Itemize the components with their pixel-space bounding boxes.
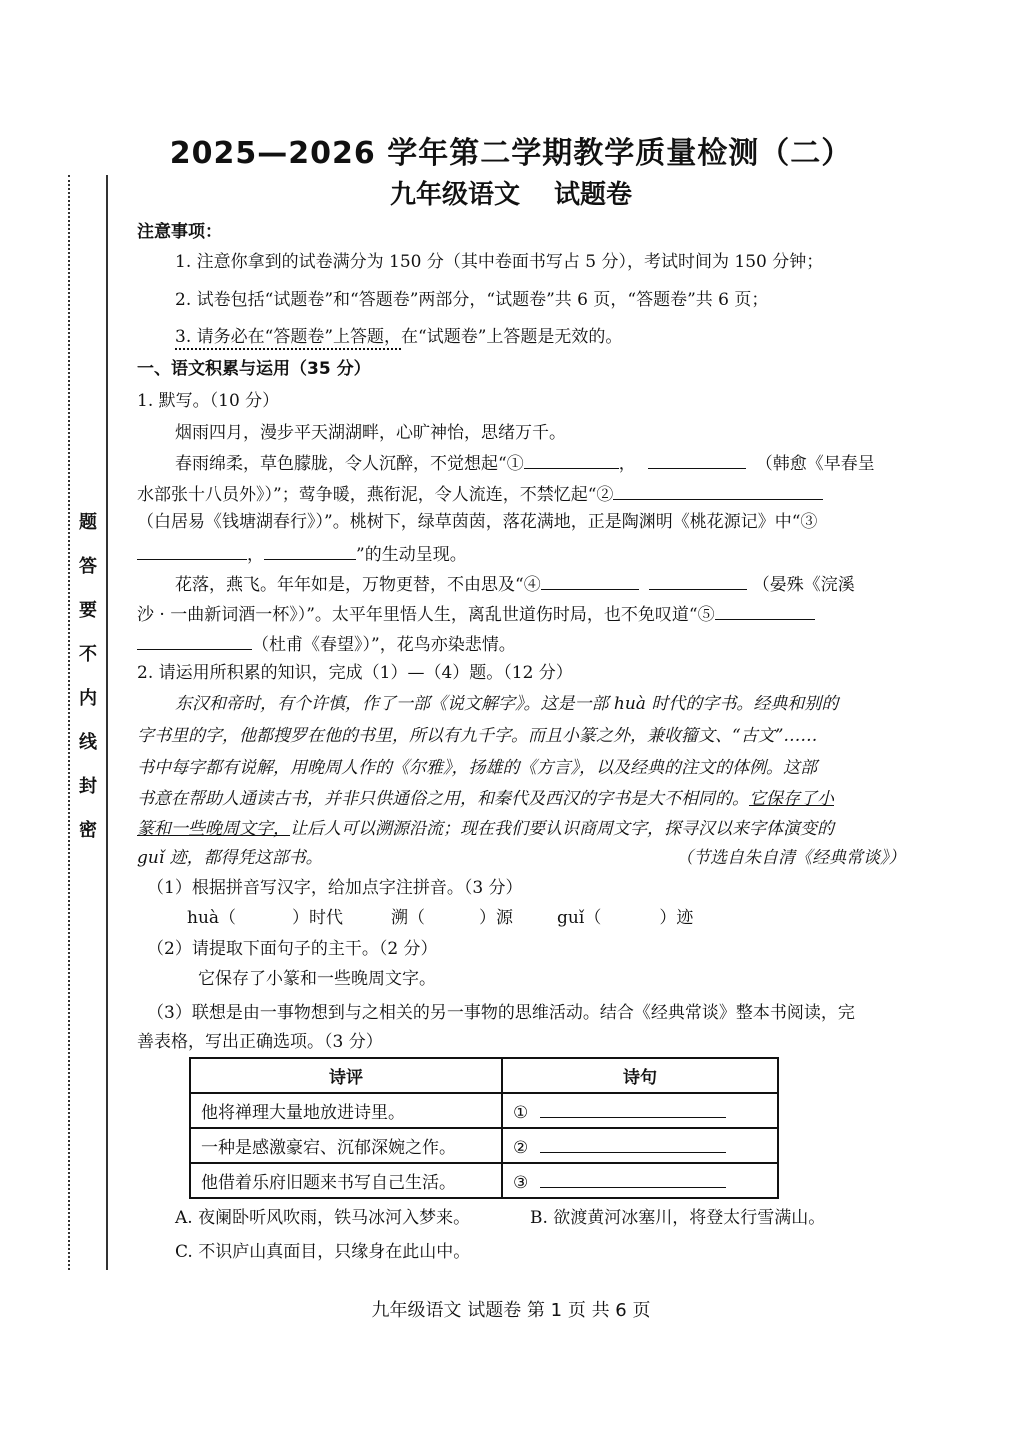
page-footer: 九年级语文 试题卷 第 1 页 共 6 页 (371, 1300, 651, 1321)
q1-text: ”的生动呈现。 (356, 545, 467, 565)
table-row (190, 1093, 778, 1128)
table-header-row (190, 1058, 778, 1093)
answer-blank[interactable] (524, 450, 619, 469)
paper-label: 试题卷 (554, 180, 633, 210)
answer-blank[interactable] (264, 541, 356, 560)
table-cell-answer[interactable] (502, 1128, 778, 1163)
q2-sub2-heading: （2）请提取下面句子的主干。（2 分） (147, 939, 438, 959)
binding-char: 要 (79, 600, 97, 621)
table-row (190, 1163, 778, 1198)
table-header: 诗评 (190, 1058, 502, 1093)
answer-blank[interactable] (137, 541, 247, 560)
binding-dotted-line (68, 175, 70, 1270)
pinyin-item: ）源 (479, 908, 514, 928)
exam-subtitle (0, 174, 1022, 211)
q1-line: （白居易《钱塘湖春行》）”。桃树下，绿草茵茵，落花满地，正是陶渊明《桃花源记》中“③ (137, 512, 818, 532)
passage-underlined: 篆和一些晚周文字， (137, 819, 290, 839)
subject-label: 九年级语文 (389, 180, 520, 210)
notice-item-3-rest: 在“试题卷”上答题是无效的。 (401, 327, 623, 347)
q2-heading: 2. 请运用所积累的知识，完成（1）—（4）题。（12 分） (137, 663, 573, 683)
answer-blank[interactable] (137, 631, 252, 650)
passage-line: 书中每字都有说解，用晚周人作的《尔雅》，扬雄的《方言》，以及经典的注文的体例。这部 (137, 758, 817, 778)
q1-text: （晏殊《浣溪 (752, 575, 855, 595)
binding-char: 答 (79, 556, 97, 577)
q1-text: （杜甫《春望》）”，花鸟亦染悲情。 (252, 635, 516, 655)
answer-blank[interactable] (613, 481, 823, 500)
q2-sub1-heading: （1）根据拼音写汉字，给加点字注拼音。（3 分） (147, 878, 523, 898)
notice-item: 1. 注意你拿到的试卷满分为 150 分（其中卷面书写占 5 分），考试时间为 150 分钟； (175, 252, 824, 272)
notice-item: 2. 试卷包括“试题卷”和“答题卷”两部分，“试题卷”共 6 页，“答题卷”共 6 页； (175, 290, 769, 310)
exam-title: 2025—2026 学年第二学期教学质量检测（二） (169, 136, 853, 171)
poem-table (189, 1057, 779, 1199)
binding-char: 线 (79, 732, 97, 753)
table-header: 诗句 (502, 1058, 778, 1093)
passage-line (137, 817, 834, 841)
q1-intro: 烟雨四月，漫步平天湖湖畔，心旷神怡，思绪万千。 (175, 423, 566, 443)
passage-text: 书意在帮助人通读古书，并非只供通俗之用，和秦代及西汉的字书是大不相同的。 (137, 789, 749, 809)
passage-line: guǐ 迹，都得凭这部书。 (137, 848, 323, 868)
q1-line (137, 481, 823, 507)
passage-text: 让后人可以溯源沿流；现在我们要认识商周文字，探寻汉以来字体演变的 (290, 819, 834, 839)
binding-solid-line (106, 175, 108, 1270)
table-cell-answer[interactable] (502, 1163, 778, 1198)
answer-blank[interactable] (540, 1099, 726, 1118)
option-b: B. 欲渡黄河冰塞川，将登太行雪满山。 (530, 1208, 826, 1228)
pinyin-item: huà（ (187, 908, 237, 928)
answer-blank[interactable] (648, 450, 746, 469)
table-cell-answer[interactable] (502, 1093, 778, 1128)
q1-text: 沙 · 一曲新词酒一杯》）”。太平年里悟人生，离乱世道伤时局，也不免叹道“⑤ (137, 605, 715, 625)
binding-char: 不 (79, 644, 97, 665)
answer-blank[interactable] (715, 601, 815, 620)
passage-line: 字书里的字，他都搜罗在他的书里，所以有九千字。而且小篆之外，兼收籀文、“古文”…… (137, 726, 818, 746)
q1-line (137, 631, 516, 657)
binding-char: 密 (79, 820, 97, 841)
q1-text: 水部张十八员外》）”；莺争暖，燕衔泥，令人流连，不禁忆起“② (137, 485, 614, 505)
q2-sub1-items (187, 906, 693, 930)
table-row (190, 1128, 778, 1163)
q1-text: ， (247, 545, 264, 565)
binding-margin-text (76, 510, 100, 862)
answer-mark: ③ (513, 1172, 529, 1193)
answer-mark: ② (513, 1137, 529, 1158)
q2-sub3-line: （3）联想是由一事物想到与之相关的另一事物的思维活动。结合《经典常谈》整本书阅读，完 (147, 1003, 855, 1023)
pinyin-item: 溯（ (391, 908, 426, 928)
answer-mark: ① (513, 1102, 529, 1123)
pinyin-item: ）时代 (292, 908, 344, 928)
option-c: C. 不识庐山真面目，只缘身在此山中。 (175, 1242, 471, 1262)
q1-text: 春雨绵柔，草色朦胧，令人沉醉，不觉想起“① (175, 454, 524, 474)
table-cell-comment: 一种是感激豪宕、沉郁深婉之作。 (190, 1128, 502, 1163)
answer-blank[interactable] (541, 571, 639, 590)
q1-line (175, 450, 875, 476)
binding-char: 封 (79, 776, 97, 797)
pinyin-item: guǐ（ (557, 908, 602, 928)
table-cell-comment: 他借着乐府旧题来书写自己生活。 (190, 1163, 502, 1198)
q2-sub3-line: 善表格，写出正确选项。（3 分） (137, 1032, 383, 1052)
table-cell-comment: 他将禅理大量地放进诗里。 (190, 1093, 502, 1128)
notice-item-3-emphasis: 3. 请务必在“答题卷”上答题， (175, 327, 401, 350)
q2-sub2-sentence: 它保存了小篆和一些晚周文字。 (198, 969, 436, 989)
q1-line (137, 601, 815, 627)
binding-char: 内 (79, 688, 97, 709)
passage-underlined: 它保存了小 (749, 789, 834, 809)
answer-blank[interactable] (540, 1169, 726, 1188)
answer-blank[interactable] (540, 1134, 726, 1153)
q1-line (175, 571, 855, 597)
binding-char: 题 (79, 512, 97, 533)
answer-blank[interactable] (649, 571, 747, 590)
pinyin-item: ）迹 (659, 908, 694, 928)
passage-line (137, 787, 834, 811)
section-heading: 一、语文积累与运用（35 分） (137, 359, 371, 379)
q1-heading: 1. 默写。（10 分） (137, 391, 280, 411)
q1-line (137, 541, 467, 567)
q1-text: （韩愈《早春呈 (755, 454, 875, 474)
passage-source: （节选自朱自清《经典常谈》） (676, 848, 906, 868)
option-a: A. 夜阑卧听风吹雨，铁马冰河入梦来。 (175, 1208, 471, 1228)
passage-line: 东汉和帝时，有个许慎，作了一部《说文解字》。这是一部 huà 时代的字书。经典和别的 (175, 694, 839, 714)
q1-text: 花落，燕飞。年年如是，万物更替，不由思及“④ (175, 575, 541, 595)
notice-item-3 (175, 325, 622, 349)
notice-heading: 注意事项： (137, 222, 222, 242)
q1-text: ， (618, 454, 636, 474)
